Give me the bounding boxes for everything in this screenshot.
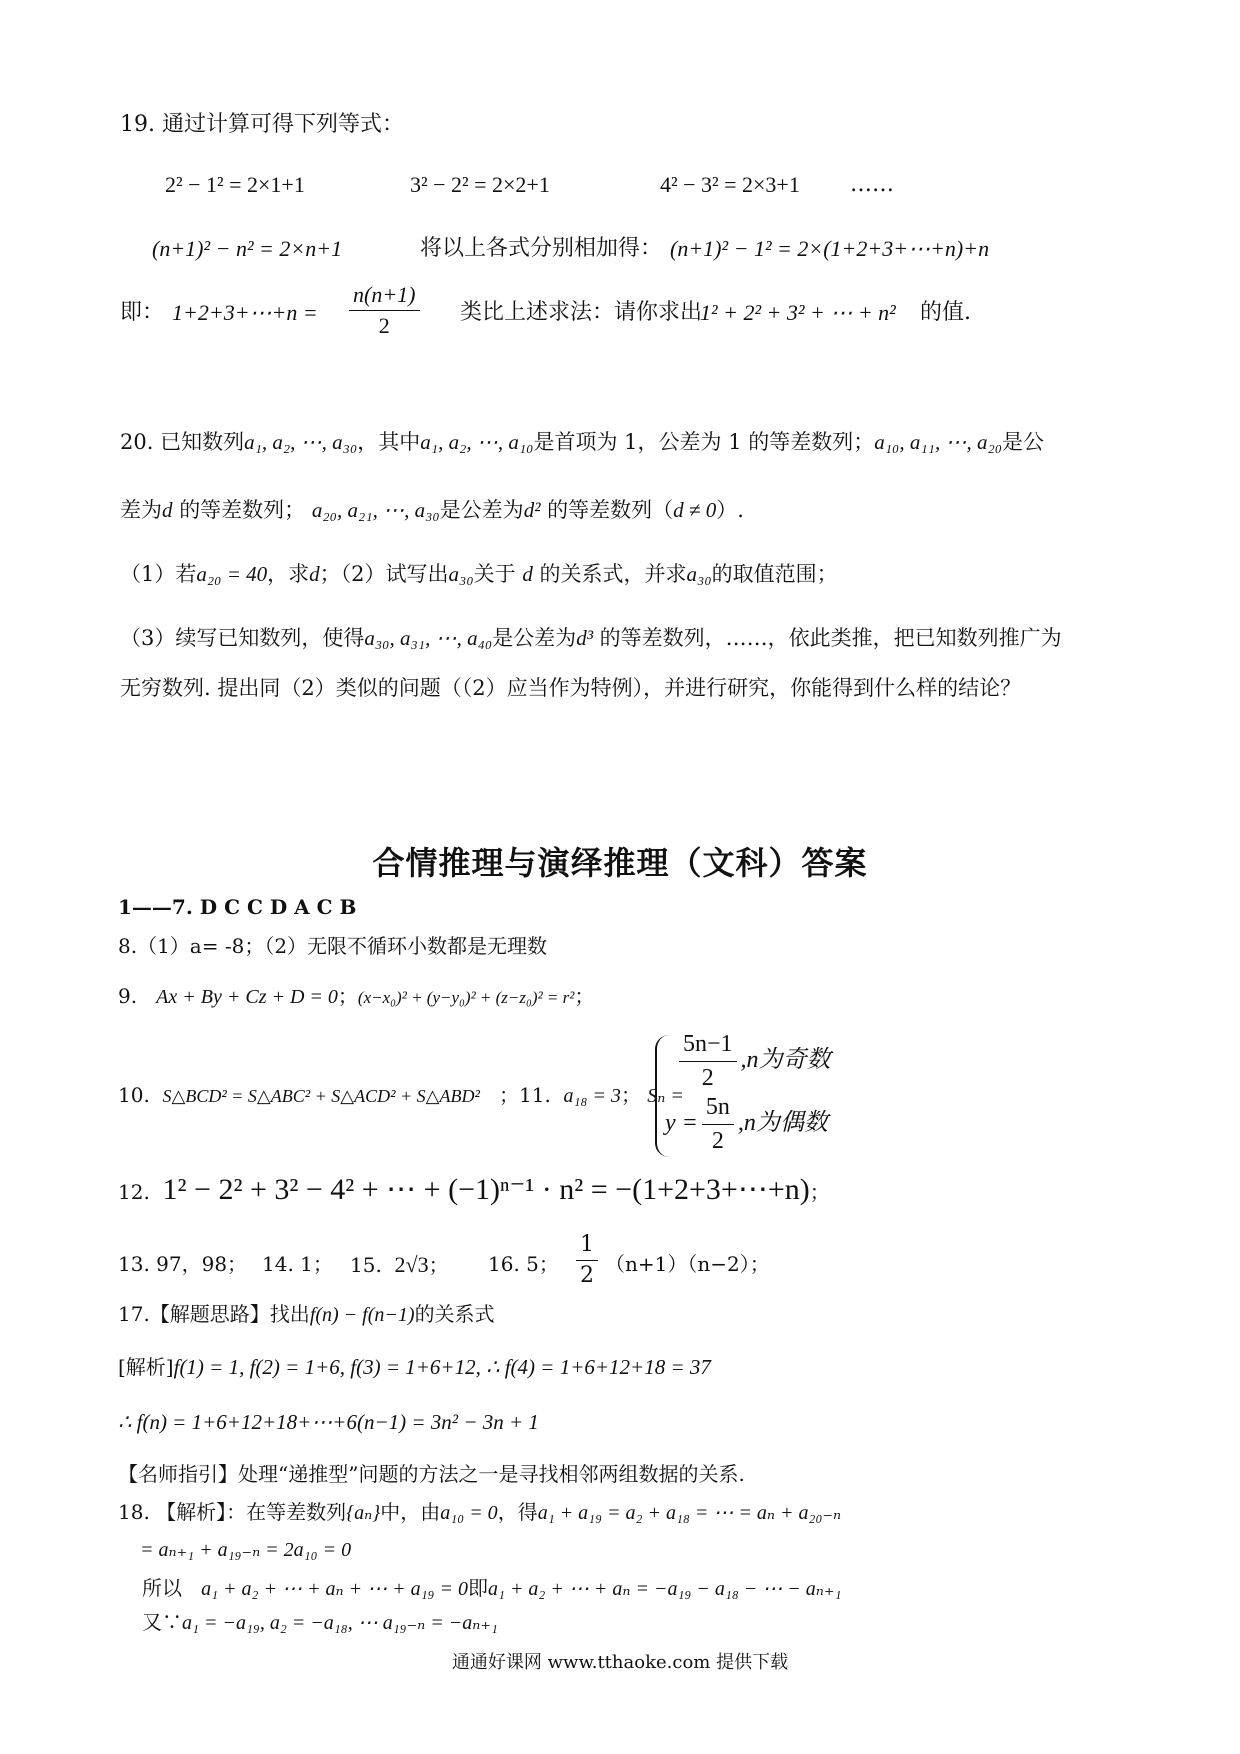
answer-18-text: 所以 [142, 1576, 182, 1600]
q20-seq-all: a₁, a₂, ⋯, a₃₀ [244, 430, 358, 454]
q20-text: （3）续写已知数列，使得 [120, 626, 365, 650]
q20-dneq: d ≠ 0 [673, 498, 717, 522]
q20-seq-10-20: a₁₀, a₁₁, ⋯, a₂₀ [874, 430, 1003, 454]
answer-15 [350, 1252, 449, 1278]
answer-9-sphere: (x−x₀)² + (y−y₀)² + (z−z₀)² = r² [357, 988, 575, 1007]
case-2-pre: y = [665, 1109, 698, 1136]
answer-18-text: 中，由 [380, 1500, 441, 1524]
answer-18-text: 18. 【解析】：在等差数列 [118, 1500, 347, 1524]
q19-general: (n+1)² − n² = 2×n+1 [152, 236, 343, 261]
case-1-num: 5n−1 [679, 1030, 737, 1062]
answer-tip: 【名师指引】处理“递推型”问题的方法之一是寻找相邻两组数据的关系. [118, 1462, 745, 1486]
q20-d: d [162, 498, 173, 522]
q20-text: ；（2）试写出 [319, 562, 449, 586]
answer-18-text: 又∵ [142, 1610, 182, 1634]
answer-16-frac [572, 1232, 602, 1290]
answer-18-eq3: a₁ + a₂ + ⋯ + aₙ + ⋯ + a₁₉ = 0 [201, 1578, 468, 1600]
q20-text: 的等差数列（ [547, 498, 674, 522]
q20-text: 的等差数列，……，依此类推，把已知数列推广为 [599, 626, 1062, 650]
answer-17-line3: ∴ f(n) = 1+6+12+18+⋯+6(n−1) = 3n² − 3n + 1 [118, 1410, 539, 1434]
q19-lhs: 1+2+3+⋯+n = [172, 300, 318, 325]
q20-cond: a₂₀ = 40 [196, 562, 268, 586]
answer-11-eq: a₁₈ = 3 [563, 1085, 621, 1107]
q20-a30: a₃₀ [686, 562, 712, 586]
case-2-num: 5n [702, 1093, 734, 1125]
case-2 [665, 1093, 828, 1156]
answer-15-val: 2√3 [394, 1252, 429, 1277]
answer-17-expr: f(n) − f(n−1) [309, 1304, 415, 1326]
answer-label: 15. [350, 1253, 382, 1277]
q20-part3-line2: 无穷数列. 提出同（2）类似的问题（（2）应当作为特例），并进行研究，你能得到什么样的结论？ [120, 676, 1022, 700]
q19-eq3: 4² − 3² = 2×3+1 [660, 172, 800, 197]
q19-analog: 类比上述求法：请你求出 [460, 300, 703, 325]
answer-sep: ； [428, 1253, 449, 1277]
q19-ji: 即： [120, 300, 165, 325]
answer-17-head [118, 1302, 495, 1327]
q19-intro: 19. 通过计算可得下列等式： [120, 112, 404, 137]
q20-seq-1-10: a₁, a₂, ⋯, a₁₀ [420, 430, 534, 454]
q20-line2 [120, 498, 744, 523]
q19-sum: (n+1)² − 1² = 2×(1+2+3+⋯+n)+n [670, 236, 990, 261]
answer-10-eq: S△BCD² = S△ABC² + S△ACD² + S△ABD² [162, 1086, 480, 1106]
q19-frac-den: 2 [378, 313, 390, 339]
answer-18-line4 [142, 1610, 498, 1635]
answer-label: 12. [118, 1180, 150, 1204]
answer-sep: ； [574, 984, 595, 1008]
answer-sep: ； [809, 1180, 830, 1204]
q20-text: 是首项为 1，公差为 1 的等差数列； [533, 430, 875, 454]
answer-17-values: f(1) = 1, f(2) = 1+6, f(3) = 1+6+12, ∴ f(4) = 1+6+12+18 = 37 [173, 1355, 711, 1379]
q20-part1-2 [120, 562, 838, 587]
q20-seq-30-40: a₃₀, a₃₁, ⋯, a₄₀ [364, 626, 493, 650]
answer-17-text: 17.【解题思路】找出 [118, 1302, 310, 1326]
q19-tail: 的值. [920, 300, 971, 325]
q20-d: d [522, 562, 533, 586]
answer-12 [118, 1172, 830, 1208]
answer-12-eq: 1² − 2² + 3² − 4² + ⋯ + (−1)ⁿ⁻¹ · n² = −(1+2+3+⋯+n) [162, 1173, 810, 1206]
q20-d2: d² [523, 498, 541, 522]
answer-18-eq1: a₁ + a₁₉ = a₂ + a₁₈ = ⋯ = aₙ + a₂₀₋ₙ [537, 1502, 842, 1524]
answer-18-text: 即 [467, 1576, 488, 1600]
case-1-den: 2 [701, 1064, 714, 1091]
q19-frac-num: n(n+1) [349, 282, 420, 311]
q20-text: ，其中 [357, 430, 421, 454]
answer-18-line3 [142, 1576, 841, 1601]
q20-text: 是公差为 [439, 498, 524, 522]
q19-dots: …… [850, 172, 894, 197]
q19-add-text: 将以上各式分别相加得： [420, 236, 663, 261]
answer-17-line2 [118, 1355, 711, 1380]
answer-16-num: 1 [576, 1232, 598, 1261]
q20-d3: d³ [576, 626, 593, 650]
q19-eq2: 3² − 2² = 2×2+1 [410, 172, 550, 197]
q20-seq-20-30: a₂₀, a₂₁, ⋯, a₃₀ [311, 498, 440, 522]
answer-18-line1 [118, 1500, 841, 1525]
q20-text: （1）若 [120, 562, 197, 586]
answer-9 [118, 984, 594, 1009]
q20-a30: a₃₀ [448, 562, 474, 586]
q19-fraction [345, 282, 424, 340]
answer-sep: ； [337, 984, 358, 1008]
answer-13: 13. 97，98； [118, 1252, 248, 1276]
q20-text: 的关系式，并求 [539, 562, 687, 586]
case-1-text: ,n为奇数 [740, 1046, 831, 1073]
q20-part3 [120, 626, 1062, 651]
q20-d: d [309, 562, 320, 586]
answer-16-den: 2 [580, 1263, 594, 1289]
answer-9-plane: Ax + By + Cz + D = 0 [156, 986, 338, 1008]
answer-label: 9. [118, 984, 138, 1008]
answer-8: 8.（1）a= -8；（2）无限不循环小数都是无理数 [118, 934, 548, 958]
q19-eq1: 2² − 1² = 2×1+1 [165, 172, 305, 197]
answer-18-eq4: a₁ + a₂ + ⋯ + aₙ = −a₁₉ − a₁₈ − ⋯ − aₙ₊₁ [487, 1578, 842, 1600]
case-2-den: 2 [711, 1127, 724, 1154]
answer-1-7: 1——7. D C C D A C B [118, 895, 357, 919]
q20-text: 是公差为 [492, 626, 577, 650]
q20-text: ）. [716, 498, 744, 522]
answer-14: 14. 1； [262, 1252, 333, 1276]
q20-text: 的等差数列； [179, 498, 306, 522]
page-footer: 通通好课网 www.tthaoke.com 提供下载 [451, 1652, 789, 1673]
answer-16-tail: （n+1）（n−2）； [605, 1252, 770, 1276]
answer-11-sn: Sₙ = [647, 1085, 684, 1107]
answer-10-11 [118, 1083, 684, 1108]
answer-18-eq5: a₁ = −a₁₉, a₂ = −a₁₈, ⋯ a₁₉₋ₙ = −aₙ₊₁ [182, 1612, 498, 1634]
answer-16-label: 16. 5； [488, 1252, 559, 1276]
answer-18-line2: = aₙ₊₁ + a₁₉₋ₙ = 2a₁₀ = 0 [140, 1539, 352, 1561]
answer-label: ；11. [499, 1083, 551, 1107]
answer-17-text: 的关系式 [414, 1302, 495, 1326]
q20-text: 20. 已知数列 [120, 430, 245, 454]
answer-label: 10. [118, 1083, 150, 1107]
answer-17-jx: [解析] [118, 1355, 174, 1379]
q20-text: 差为 [120, 498, 162, 522]
q20-text: 是公 [1002, 430, 1045, 454]
q19-target: 1² + 2² + 3² + ⋯ + n² [700, 300, 896, 325]
answer-18-text: ，得 [497, 1500, 538, 1524]
q20-line1 [120, 430, 1044, 455]
q20-text: 的取值范围； [711, 562, 838, 586]
q20-text: 关于 [473, 562, 516, 586]
answer-18-cond: a₁₀ = 0 [440, 1502, 498, 1524]
case-1 [675, 1030, 831, 1093]
q20-text: ，求 [267, 562, 310, 586]
answer-sep: ； [620, 1083, 641, 1107]
case-2-text: ,n为偶数 [737, 1109, 828, 1136]
answer-18-seq: {aₙ} [346, 1502, 381, 1524]
answers-title: 合情推理与演绎推理（文科）答案 [372, 844, 868, 882]
